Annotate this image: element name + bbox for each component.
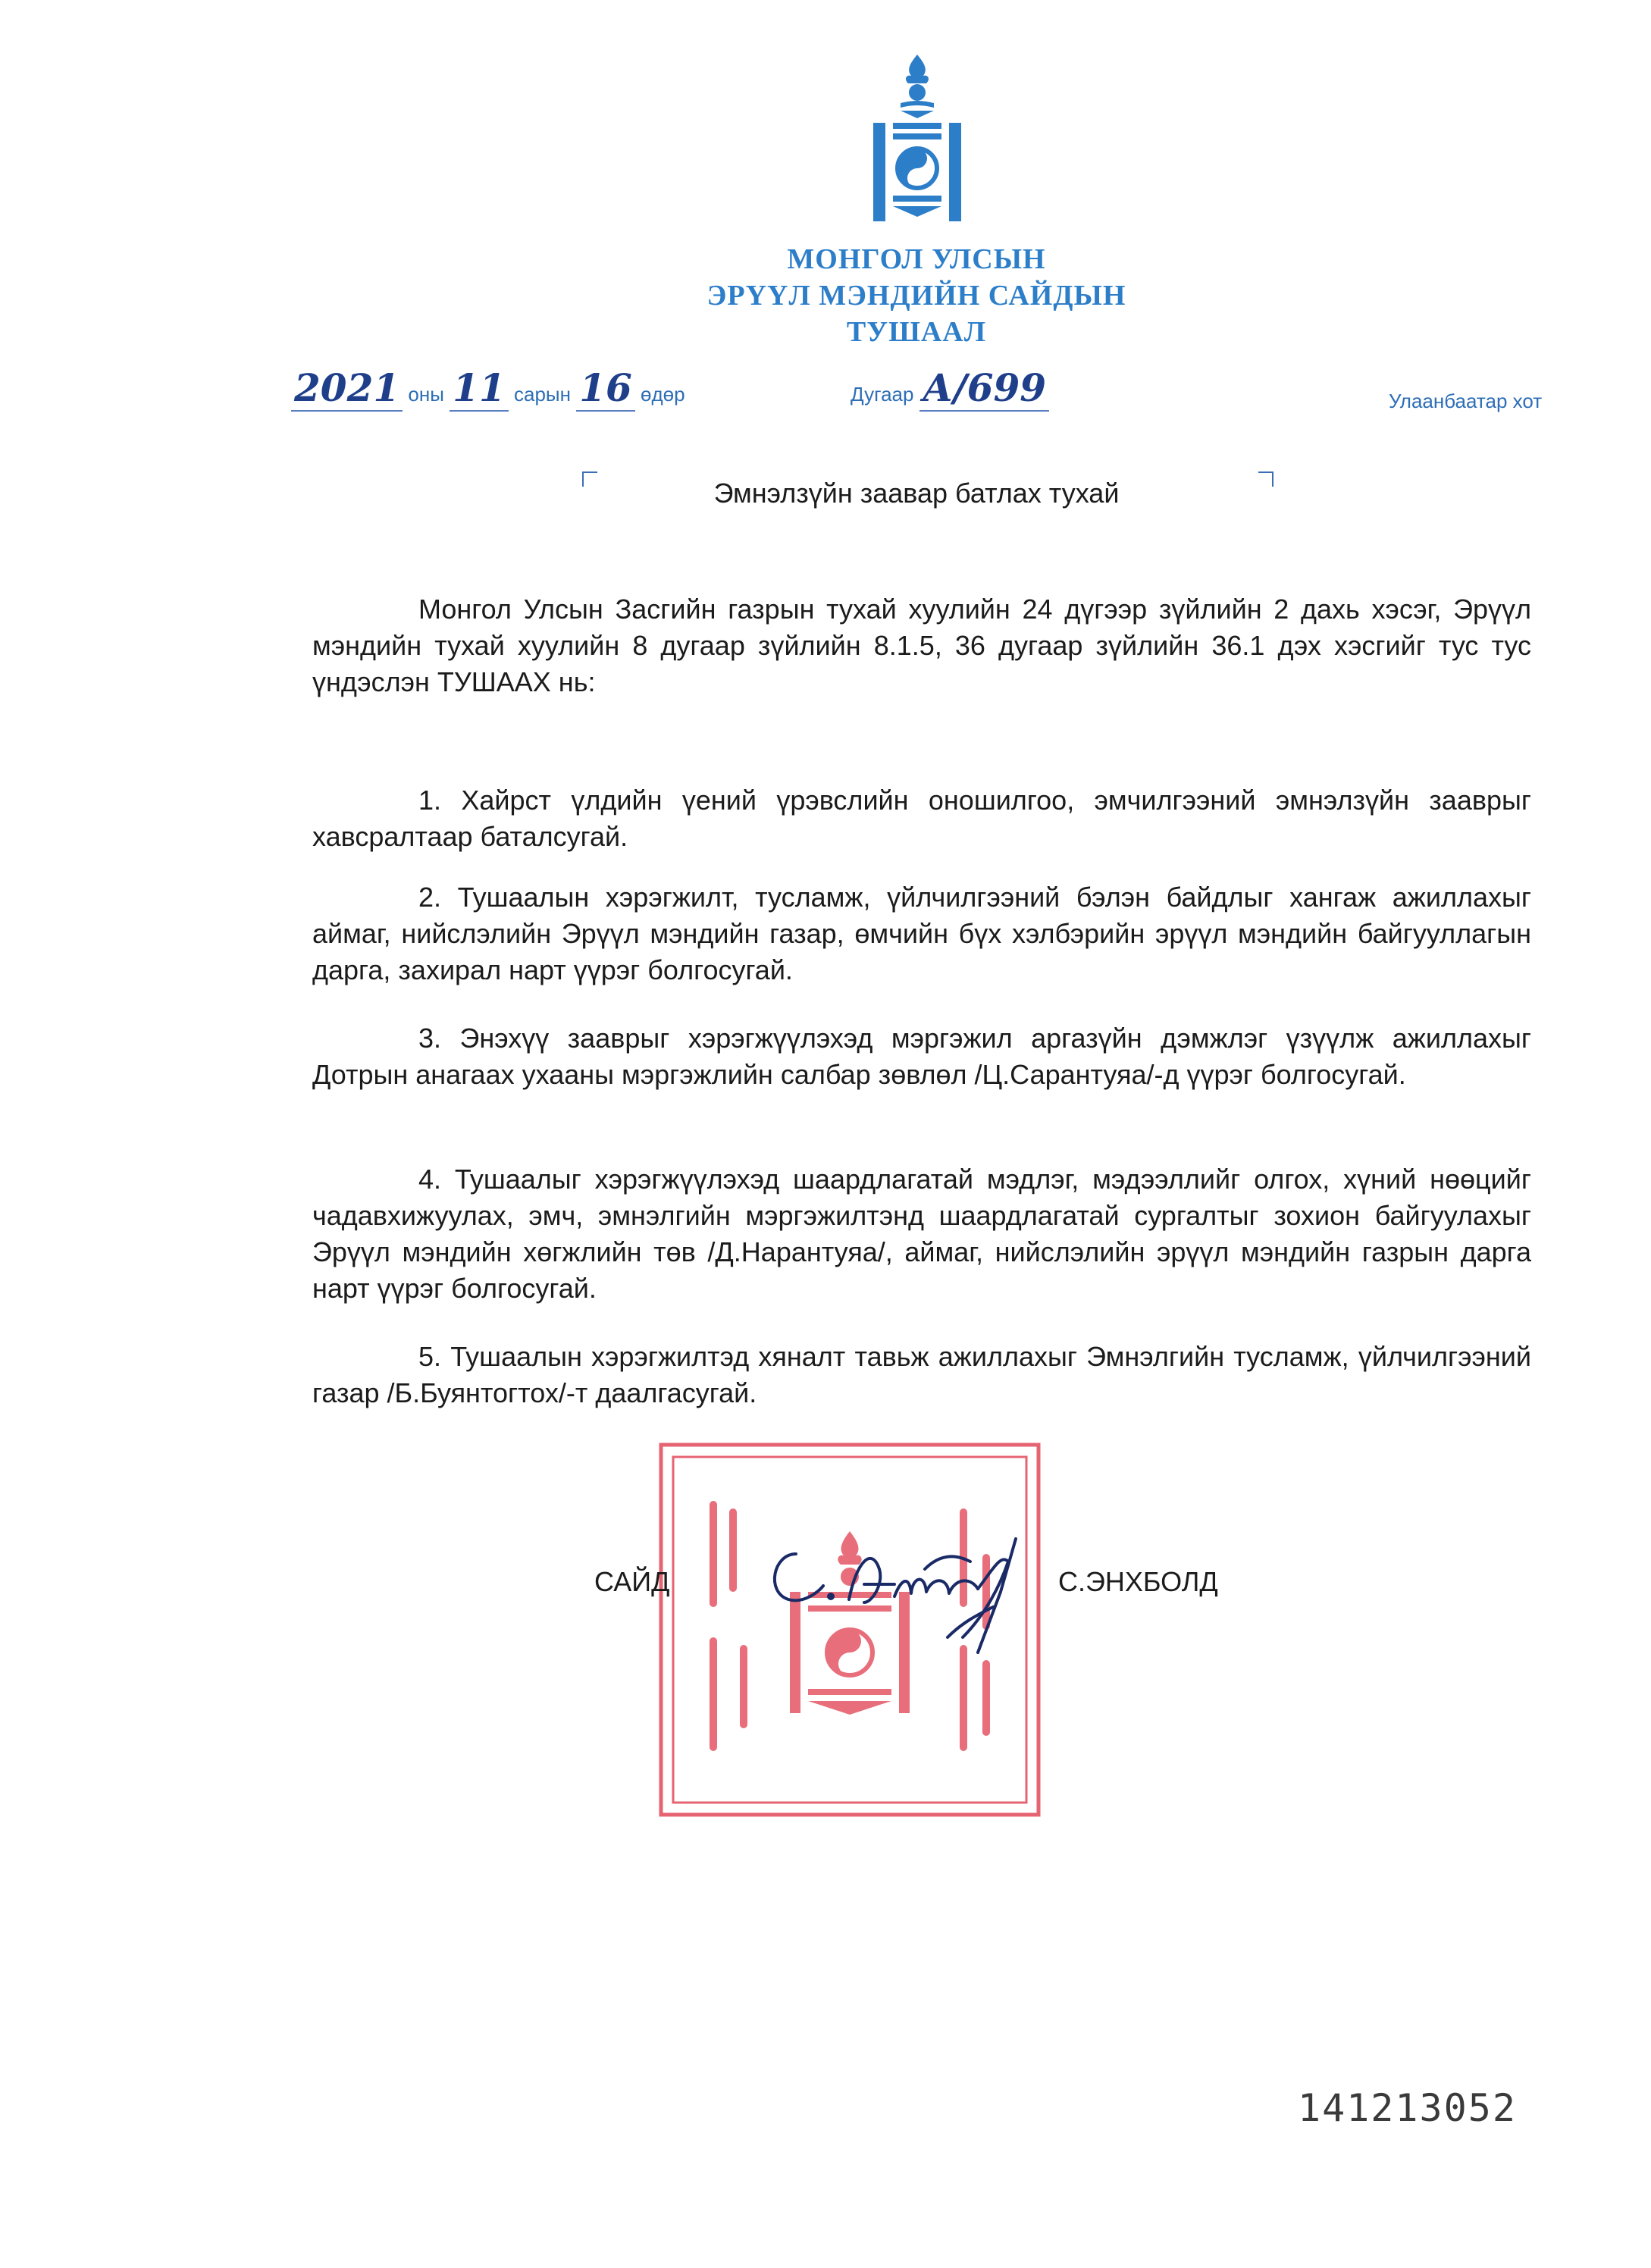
header-line-country: МОНГОЛ УЛСЫН <box>787 243 1046 275</box>
document-number: А/699 <box>919 365 1049 412</box>
order-item-3: 3. Энэхүү зааврыг хэрэгжүүлэхэд мэргэжил аргазүйн дэмжлэг үзүүлж ажиллахыг Дотрын анагаах ухааны мэргэжлийн салбар зөвлөл /Ц.Сарантуяа/-д үүрэг болгосугай. <box>312 1023 1531 1090</box>
signatory-title: САЙД <box>594 1566 670 1597</box>
header-line-ministry: ЭРҮҮЛ МЭНДИЙН САЙДЫН <box>706 280 1126 312</box>
issuer-header <box>598 241 1235 350</box>
preamble-paragraph: Монгол Улсын Засгийн газрын тухай хуулийн 24 дүгээр зүйлийн 2 дахь хэсэг, Эрүүл мэндийн тухай хуулийн 8 дугаар зүйлийн 8.1.5, 36 дугаар зүйлийн 36.1 дэх хэсгийг тус тус үндэслэн ТУШААХ нь: <box>312 594 1531 697</box>
document-subject: Эмнэлзүйн заавар батлах тухай <box>713 478 1120 509</box>
subject-bracket-right <box>1258 471 1273 487</box>
handwritten-signature <box>750 1524 1054 1675</box>
order-item-2: 2. Тушаалын хэрэгжилт, тусламж, үйлчилгээний бэлэн байдлыг хангаж ажиллахыг аймаг, нийслэлийн Эрүүл мэндийн газар, өмчийн бүх хэлбэрийн эрүүл мэндийн байгууллагын дарга, захирал нарт үүрэг болгосугай. <box>312 882 1531 985</box>
date-month-suffix: сарын <box>513 383 571 406</box>
date-year: 2021 <box>291 365 403 412</box>
document-number-field <box>851 365 1049 412</box>
document-number-label: Дугаар <box>851 383 914 406</box>
order-item-5: 5. Тушаалын хэрэгжилтэд хяналт тавьж ажиллахыг Эмнэлгийн тусламж, үйлчилгээний газар /Б.Буянтогтох/-т даалгасугай. <box>312 1341 1531 1408</box>
soyombo-emblem-icon <box>864 55 970 229</box>
registration-number: 141213052 <box>1298 2086 1517 2130</box>
place-of-issue: Улаанбаатар хот <box>1389 390 1543 412</box>
date-day-suffix: өдөр <box>641 383 685 406</box>
date-month: 11 <box>450 365 509 412</box>
subject-bracket-left <box>582 471 597 487</box>
date-day: 16 <box>576 365 635 412</box>
date-field <box>291 365 685 412</box>
order-item-1: 1. Хайрст үлдийн үений үрэвслийн оношилгоо, эмчилгээний эмнэлзүйн зааврыг хавсралтаар баталсугай. <box>312 785 1531 852</box>
date-year-suffix: оны <box>408 383 444 406</box>
order-item-4: 4. Тушаалыг хэрэгжүүлэхэд шаардлагатай мэдлэг, мэдээллийг олгох, хүний нөөцийг чадавхижуулах, эмч, эмнэлгийн мэргэжилтэнд шаардлагатай сургалтыг зохион байгуулахыг Эрүүл мэндийн хөгжлийн төв /Д.Нарантуяа/, аймаг, нийслэлийн эрүүл мэндийн газрын дарга нарт үүрэг болгосугай. <box>312 1164 1531 1304</box>
signatory-name: С.ЭНХБОЛД <box>1058 1566 1218 1597</box>
header-line-doc-type: ТУШААЛ <box>846 316 987 348</box>
